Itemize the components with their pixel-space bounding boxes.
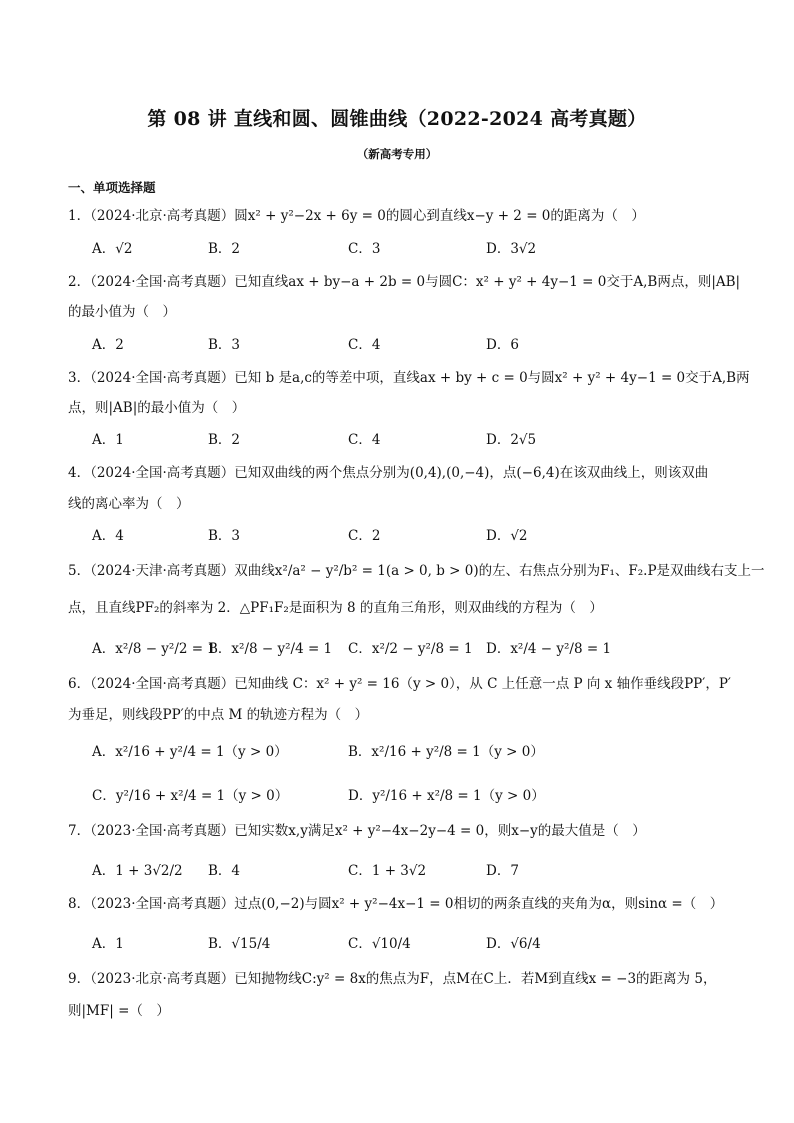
option-a: A．1 [92, 432, 124, 448]
question-8-stem [68, 895, 728, 913]
option-c: C．x²/2 − y²/8 = 1 [348, 641, 473, 657]
option-d: D．√6/4 [486, 936, 541, 952]
option-a: A．x²/8 − y²/2 = 1 [92, 641, 216, 657]
option-b: B．x²/16 + y²/8 = 1（y > 0） [348, 744, 544, 760]
question-source: （2024·全国·高考真题） [90, 370, 235, 386]
question-number: 3． [68, 370, 91, 386]
question-2-stem [68, 273, 741, 291]
option-c: C．√10/4 [348, 936, 411, 952]
page-subtitle: （新高考专用） [356, 147, 438, 161]
option-b: B．2 [208, 241, 241, 257]
question-number: 6． [68, 676, 91, 692]
option-c: C．3 [348, 241, 381, 257]
question-number: 2． [68, 274, 91, 290]
question-3-stem [68, 369, 750, 387]
question-text: 已知双曲线的两个焦点分别为(0,4),(0,−4)，点(−6,4)在该双曲线上，则该双曲 [234, 465, 709, 481]
question-number: 9． [68, 971, 91, 987]
option-c: C．4 [348, 337, 381, 353]
question-1-stem [68, 207, 728, 225]
option-c: C．y²/16 + x²/4 = 1（y > 0） [92, 788, 289, 804]
option-c: C．2 [348, 528, 381, 544]
option-d: D．y²/16 + x²/8 = 1（y > 0） [348, 788, 545, 804]
question-source: （2024·全国·高考真题） [90, 465, 235, 481]
option-a: A．4 [92, 528, 124, 544]
question-number: 4． [68, 465, 91, 481]
option-b: B．√15/4 [208, 936, 271, 952]
question-source: （2024·全国·高考真题） [90, 274, 235, 290]
question-text: 已知曲线 C：x² + y² = 16（y > 0），从 C 上任意一点 P 向 x 轴作垂线段PP′，P′ [234, 676, 731, 692]
question-source: （2024·北京·高考真题） [90, 208, 235, 224]
question-text: 过点(0,−2)与圆x² + y²−4x−1 = 0相切的两条直线的夹角为α，则sinα =（ ） [234, 896, 724, 912]
question-source: （2023·北京·高考真题） [90, 971, 235, 987]
option-b: B．3 [208, 528, 241, 544]
option-a: A．x²/16 + y²/4 = 1（y > 0） [92, 744, 288, 760]
question-2-stem-continued: 的最小值为（ ） [68, 304, 176, 320]
question-9-stem-continued: 则|MF| =（ ） [68, 1003, 170, 1019]
question-source: （2024·全国·高考真题） [90, 676, 235, 692]
question-text: 已知直线ax + by−a + 2b = 0与圆C：x² + y² + 4y−1 = 0交于A,B两点，则|AB| [234, 274, 741, 290]
option-d: D．2√5 [486, 432, 537, 448]
option-c: C．1 + 3√2 [348, 863, 427, 879]
question-source: （2023·全国·高考真题） [90, 823, 235, 839]
option-d: D．6 [486, 337, 519, 353]
question-4-stem [68, 464, 728, 482]
question-3-stem-continued: 点，则|AB|的最小值为（ ） [68, 400, 246, 416]
page-title: 第 08 讲 直线和圆、圆锥曲线（2022-2024 高考真题） [147, 108, 647, 130]
option-b: B．2 [208, 432, 241, 448]
question-6-stem-continued: 为垂足，则线段PP′的中点 M 的轨迹方程为（ ） [68, 707, 369, 723]
question-number: 7． [68, 823, 91, 839]
question-text: 圆x² + y²−2x + 6y = 0的圆心到直线x−y + 2 = 0的距离为（ ） [234, 208, 645, 224]
option-d: D．x²/4 − y²/8 = 1 [486, 641, 612, 657]
question-5-stem [68, 562, 765, 580]
section-heading: 一、单项选择题 [68, 180, 156, 195]
option-a: A．1 [92, 936, 124, 952]
question-number: 5． [68, 563, 91, 579]
question-number: 8． [68, 896, 91, 912]
option-b: B．3 [208, 337, 241, 353]
option-c: C．4 [348, 432, 381, 448]
question-text: 已知 b 是a,c的等差中项，直线ax + by + c = 0与圆x² + y² + 4y−1 = 0交于A,B两 [234, 370, 750, 386]
question-5-stem-continued: 点，且直线PF₂的斜率为 2．△PF₁F₂是面积为 8 的直角三角形，则双曲线的方程为（ ） [68, 600, 603, 616]
question-text: 双曲线x²/a² − y²/b² = 1(a > 0, b > 0)的左、右焦点分别为F₁、F₂.P是双曲线右支上一 [234, 563, 765, 579]
option-b: B．x²/8 − y²/4 = 1 [208, 641, 333, 657]
question-source: （2024·天津·高考真题） [90, 563, 235, 579]
question-6-stem [68, 675, 731, 693]
question-9-stem [68, 970, 728, 988]
question-4-stem-continued: 线的离心率为（ ） [68, 496, 190, 512]
option-a: A．1 + 3√2/2 [92, 863, 183, 879]
question-text: 已知实数x,y满足x² + y²−4x−2y−4 = 0，则x−y的最大值是（ ） [234, 823, 646, 839]
question-source: （2023·全国·高考真题） [90, 896, 235, 912]
question-7-stem [68, 822, 728, 840]
option-b: B．4 [208, 863, 241, 879]
option-d: D．7 [486, 863, 519, 879]
option-d: D．√2 [486, 528, 528, 544]
option-a: A．√2 [92, 241, 133, 257]
option-d: D．3√2 [486, 241, 537, 257]
question-number: 1． [68, 208, 91, 224]
question-text: 已知抛物线C:y² = 8x的焦点为F，点M在C上．若M到直线x = −3的距离为 5， [234, 971, 717, 987]
option-a: A．2 [92, 337, 124, 353]
